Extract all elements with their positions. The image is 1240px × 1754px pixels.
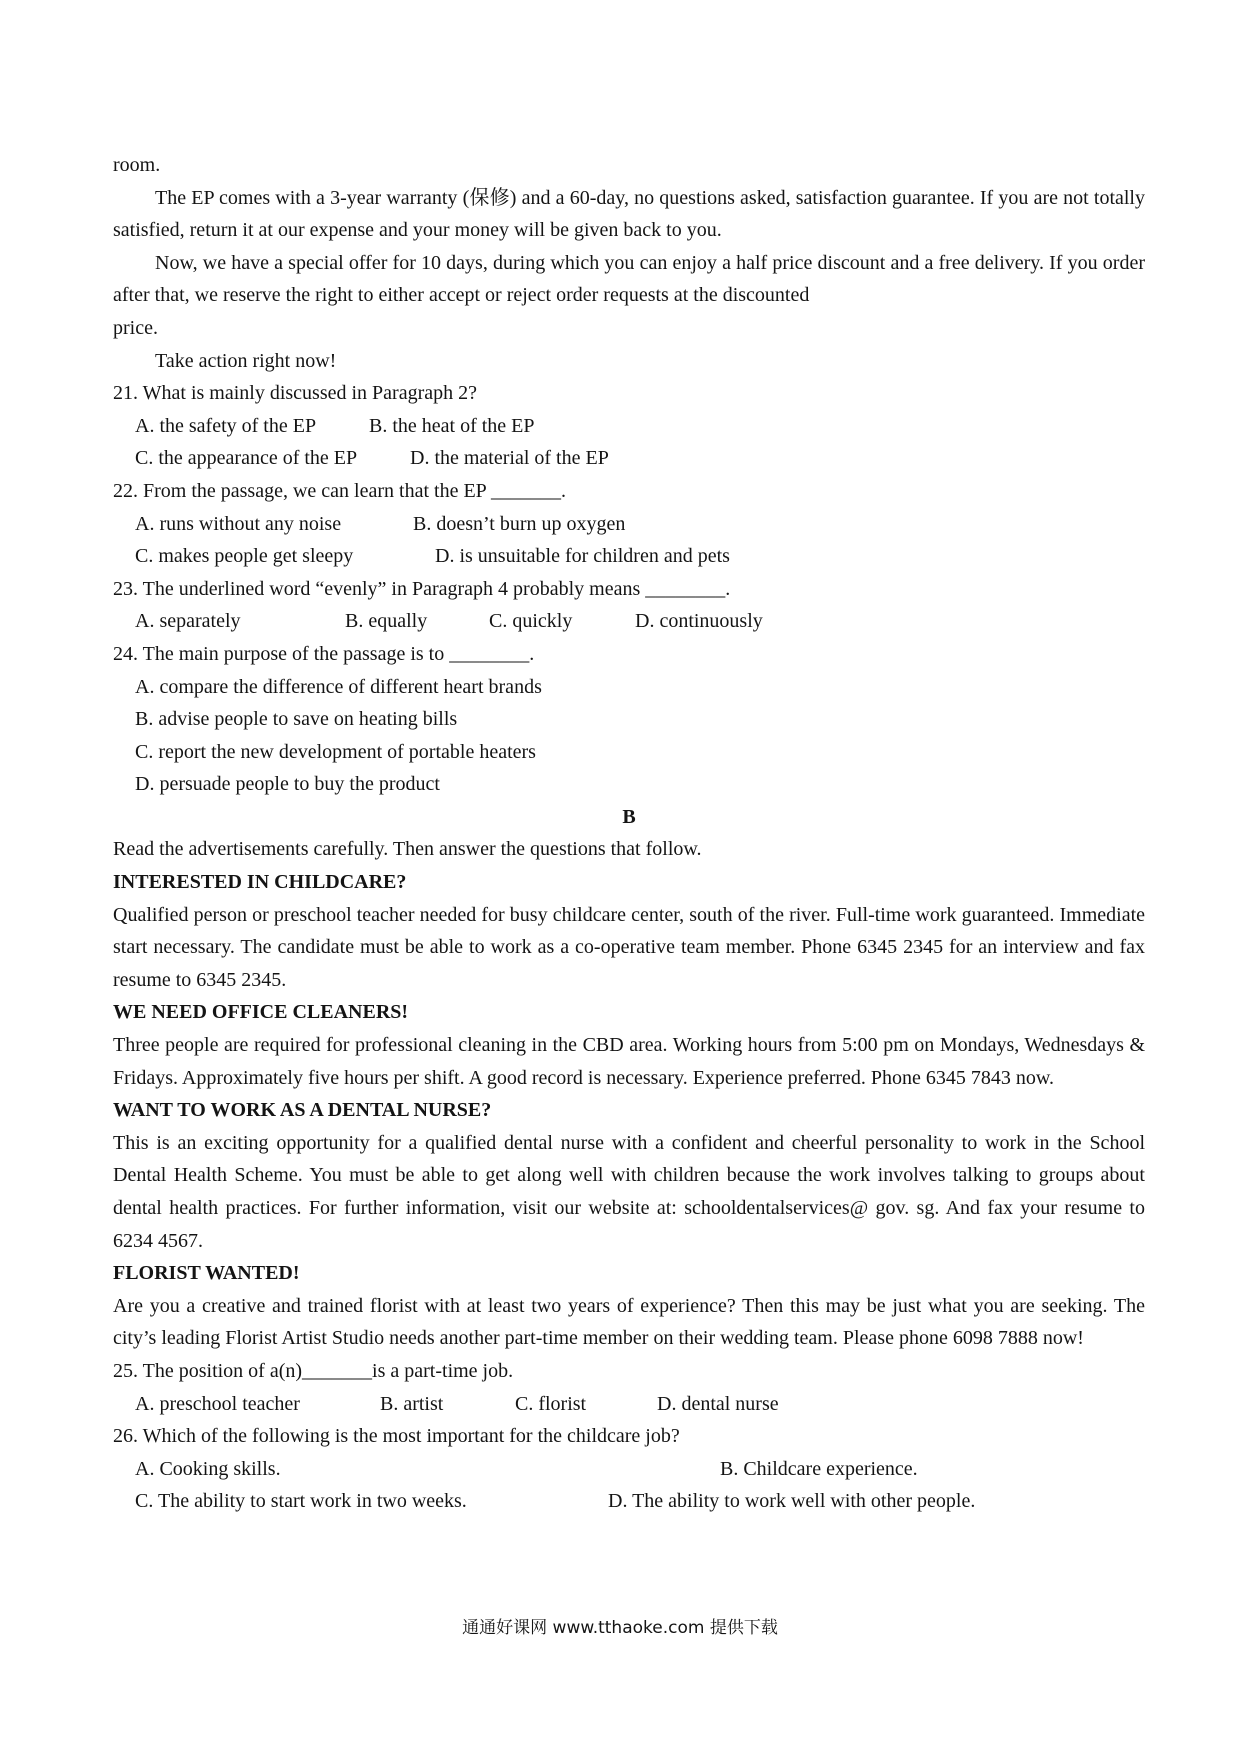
ad-body: Are you a creative and trained florist with at least two years of experience? Then this may be just what you are seeking. The city’s leading Florist Artist Studio needs another part-time member on their wedding team. Please phone 6098 7888 now!: [113, 1294, 1145, 1350]
ad-title: FLORIST WANTED!: [113, 1262, 300, 1285]
question-22: 22. From the passage, we can learn that the EP _______.: [113, 479, 567, 502]
option-b: B. Childcare experience.: [720, 1457, 918, 1480]
option-d: D. dental nurse: [657, 1392, 779, 1415]
option-d: D. The ability to work well with other people.: [608, 1490, 976, 1513]
option-b: B. equally: [345, 610, 428, 633]
passage-fragment: room.: [113, 154, 161, 176]
option-a: A. compare the difference of different heart brands: [135, 675, 542, 698]
option-c: C. florist: [515, 1392, 587, 1415]
question-26-options: [113, 1453, 1145, 1486]
option-c: C. quickly: [489, 610, 573, 633]
option-a: A. preschool teacher: [135, 1392, 300, 1415]
question-26-options-2: [113, 1485, 1145, 1518]
paragraph-warranty: The EP comes with a 3-year warranty (保修) and a 60-day, no questions asked, satisfaction guarantee. If you are not totally satisfied, return it at our expense and your money will be given back to you.: [113, 186, 1145, 242]
ad-body: Three people are required for professional cleaning in the CBD area. Working hours from 5:00 pm on Mondays, Wednesdays & Fridays. Approximately five hours per shift. A good record is necessary. Experience preferred. Phone 6345 7843 now.: [113, 1034, 1145, 1089]
ad-body: This is an exciting opportunity for a qualified dental nurse with a confident and cheerful personality to work in the School Dental Health Scheme. You must be able to get along well with children because the work involves talking to groups about dental health practices. For further information, visit our website at: schooldentalservices@ gov. sg. And fax your resume to 6234 4567.: [113, 1131, 1145, 1252]
option-a: A. Cooking skills.: [135, 1457, 281, 1480]
question-23: 23. The underlined word “evenly” in Paragraph 4 probably means ________.: [113, 577, 731, 600]
page-footer: 通通好课网 www.tthaoke.com 提供下载: [462, 1618, 778, 1638]
ad-title: WE NEED OFFICE CLEANERS!: [113, 1001, 409, 1024]
option-d: D. is unsuitable for children and pets: [435, 545, 730, 568]
question-21-options-2: [113, 442, 1145, 475]
question-22-options-2: [113, 540, 1145, 573]
ad-body: Qualified person or preschool teacher needed for busy childcare center, south of the river. Full-time work guaranteed. Immediate start necessary. The candidate must be able to work as a co-operative team member. Phone 6345 2345 for an interview and fax resume to 6345 2345.: [113, 903, 1145, 991]
option-d: D. the material of the EP: [410, 447, 609, 470]
option-b: B. doesn’t burn up oxygen: [413, 512, 626, 535]
question-22-options: [113, 508, 1145, 541]
option-d: D. continuously: [635, 610, 763, 633]
section-intro: Read the advertisements carefully. Then answer the questions that follow.: [113, 838, 702, 861]
option-a: A. separately: [135, 610, 241, 633]
option-a: A. the safety of the EP: [135, 414, 317, 437]
question-21-options: [113, 410, 1145, 443]
ad-title: INTERESTED IN CHILDCARE?: [113, 871, 407, 894]
paragraph-offer-end: price.: [113, 316, 158, 339]
option-b: B. artist: [380, 1392, 444, 1415]
option-b: B. the heat of the EP: [369, 414, 535, 437]
option-c: C. the appearance of the EP: [135, 447, 358, 470]
option-c: C. report the new development of portable heaters: [135, 740, 536, 763]
ad-title: WANT TO WORK AS A DENTAL NURSE?: [113, 1099, 492, 1122]
option-b: B. advise people to save on heating bills: [135, 708, 458, 731]
question-26: 26. Which of the following is the most important for the childcare job?: [113, 1425, 680, 1448]
option-a: A. runs without any noise: [135, 512, 342, 535]
question-23-options: [113, 605, 1145, 638]
question-24: 24. The main purpose of the passage is to ________.: [113, 642, 535, 665]
question-25: 25. The position of a(n)_______is a part-time job.: [113, 1359, 514, 1382]
paragraph-action: Take action right now!: [155, 349, 337, 372]
section-heading: B: [622, 805, 636, 828]
question-21: 21. What is mainly discussed in Paragraph 2?: [113, 382, 478, 405]
option-c: C. makes people get sleepy: [135, 545, 354, 568]
option-c: C. The ability to start work in two weeks.: [135, 1490, 467, 1513]
option-d: D. persuade people to buy the product: [135, 773, 440, 796]
page-content: [113, 149, 1145, 1518]
paragraph-offer: Now, we have a special offer for 10 days, during which you can enjoy a half price discount and a free delivery. If you order after that, we reserve the right to either accept or reject order requests at the discounted: [113, 251, 1145, 307]
question-25-options: [113, 1388, 1145, 1421]
